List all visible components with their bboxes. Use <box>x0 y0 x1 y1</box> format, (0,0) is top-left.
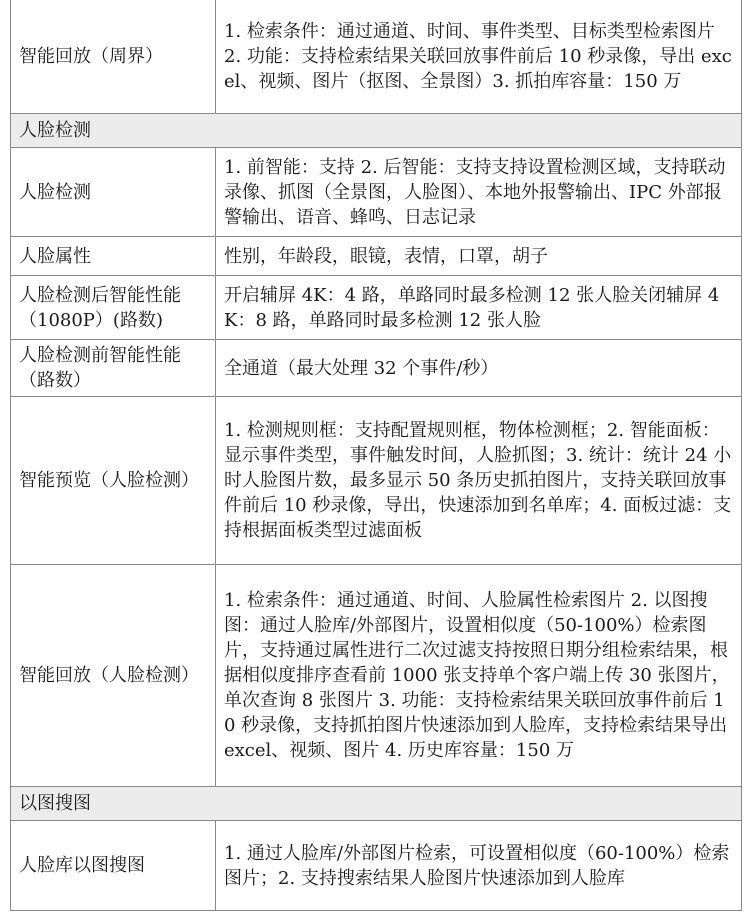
row-label: 人脸库以图搜图 <box>11 821 216 911</box>
section-header-row <box>11 787 742 821</box>
table-row <box>11 397 742 565</box>
row-label: 人脸检测 <box>11 148 216 237</box>
row-value: 开启辅屏 4K：4 路，单路同时最多检测 12 张人脸关闭辅屏 4K：8 路，单路同时最多检测 12 张人脸 <box>216 276 742 340</box>
row-label: 智能回放（人脸检测） <box>11 565 216 787</box>
section-header-image-search: 以图搜图 <box>11 787 742 821</box>
table-row <box>11 340 742 397</box>
row-value: 1. 前智能：支持 2. 后智能：支持支持设置检测区域，支持联动录像、抓图（全景图，人脸图）、本地外报警输出、IPC 外部报警输出、语音、蜂鸣、日志记录 <box>216 148 742 237</box>
row-value: 性别，年龄段，眼镜，表情，口罩，胡子 <box>216 237 742 276</box>
table-row <box>11 0 742 114</box>
row-value: 1. 通过人脸库/外部图片检索，可设置相似度（60-100%）检索图片；2. 支持搜索结果人脸图片快速添加到人脸库 <box>216 821 742 911</box>
row-value: 1. 检索条件：通过通道、时间、人脸属性检索图片 2. 以图搜图：通过人脸库/外部图片，设置相似度（50-100%）检索图片，支持通过属性进行二次过滤支持按照日期分组检索结果，根据相似度排序查看前 1000 张支持单个客户端上传 30 张图片，单次查询 8 张图片 3. 功能：支持检索结果关联回放事件前后 10 秒录像，支持抓拍图片快速添加到人脸库，支持检索结果导出 excel、视频、图片 4. 历史库容量：150 万 <box>216 565 742 787</box>
row-label: 人脸检测前智能性能（路数） <box>11 340 216 397</box>
row-label: 智能预览（人脸检测） <box>11 397 216 565</box>
row-label: 智能回放（周界） <box>11 0 216 114</box>
table-row <box>11 237 742 276</box>
row-value: 1. 检测规则框：支持配置规则框，物体检测框；2. 智能面板：显示事件类型，事件触发时间，人脸抓图；3. 统计：统计 24 小时人脸图片数，最多显示 50 条历史抓拍图片，支持关联回放事件前后 10 秒录像，导出，快速添加到名单库；4. 面板过滤：支持根据面板类型过滤面板 <box>216 397 742 565</box>
table-row <box>11 821 742 911</box>
section-header-row <box>11 114 742 148</box>
row-label: 人脸检测后智能性能（1080P）(路数) <box>11 276 216 340</box>
section-header-face-detection: 人脸检测 <box>11 114 742 148</box>
table-row <box>11 148 742 237</box>
row-value: 1. 检索条件：通过通道、时间、事件类型、目标类型检索图片 2. 功能：支持检索结果关联回放事件前后 10 秒录像，导出 excel、视频、图片（抠图、全景图）3. 抓拍库容量：150 万 <box>216 0 742 114</box>
spec-table <box>10 0 742 911</box>
row-label: 人脸属性 <box>11 237 216 276</box>
table-row <box>11 565 742 787</box>
table-row <box>11 276 742 340</box>
row-value: 全通道（最大处理 32 个事件/秒） <box>216 340 742 397</box>
